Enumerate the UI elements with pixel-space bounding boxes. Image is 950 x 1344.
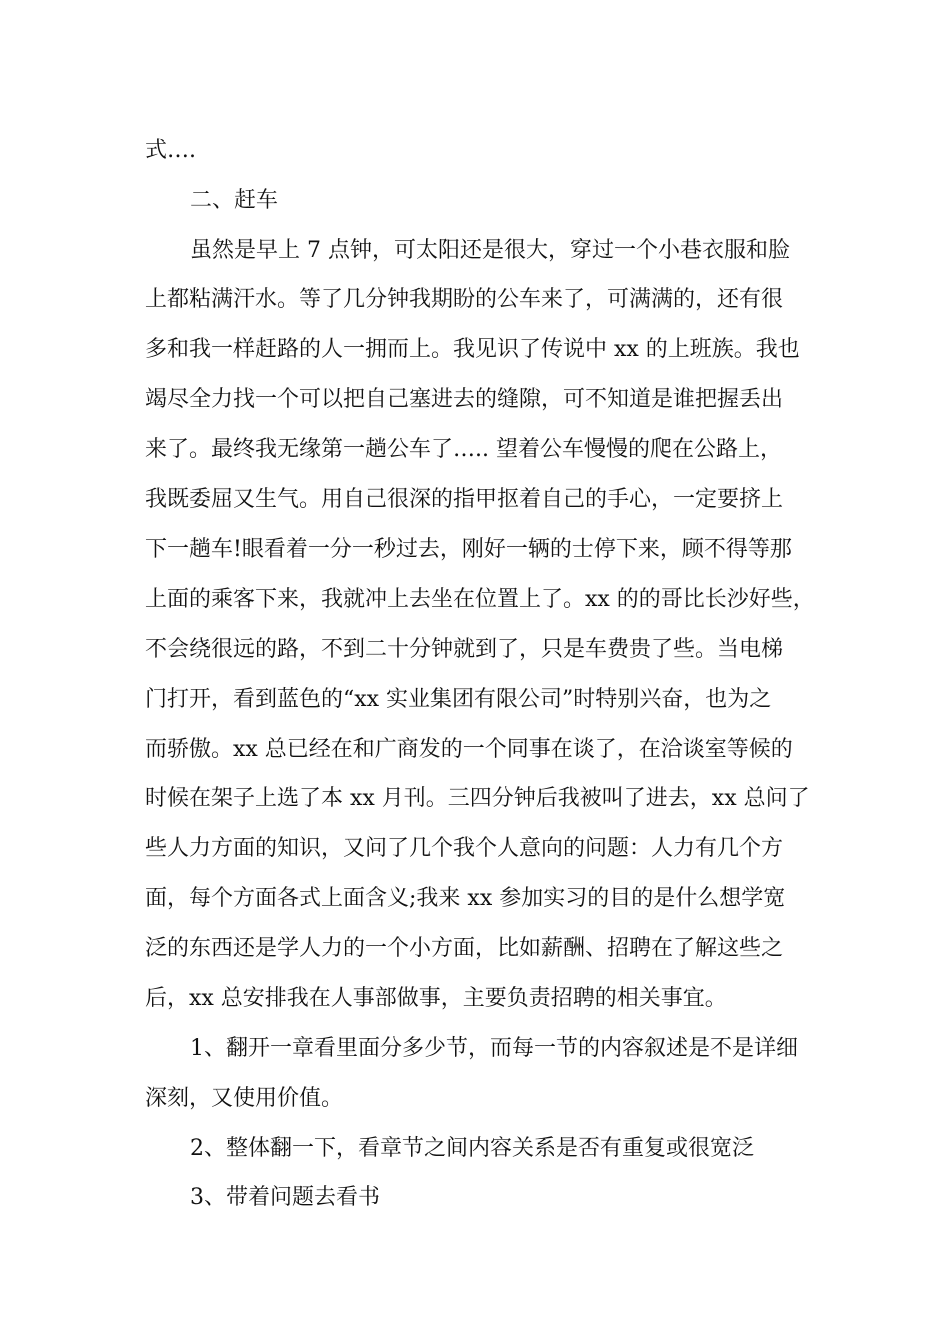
paragraph-line: 些人力方面的知识，又问了几个我个人意向的问题：人力有几个方 bbox=[145, 836, 784, 861]
paragraph-line: 泛的东西还是学人力的一个小方面，比如薪酬、招聘在了解这些之 bbox=[145, 936, 784, 961]
paragraph-line: 上面的乘客下来，我就冲上去坐在位置上了。xx 的的哥比长沙好些， bbox=[145, 587, 815, 612]
section-heading: 二、赶车 bbox=[190, 188, 279, 213]
paragraph-line: 时候在架子上选了本 xx 月刊。三四分钟后我被叫了进去，xx 总问了 bbox=[145, 786, 810, 811]
list-item: 1、翻开一章看里面分多少节，而每一节的内容叙述是不是详细 bbox=[190, 1036, 798, 1061]
paragraph-line: 上都粘满汗水。等了几分钟我期盼的公车来了，可满满的，还有很 bbox=[145, 287, 784, 312]
paragraph-line: 而骄傲。xx 总已经在和广商发的一个同事在谈了，在洽谈室等候的 bbox=[145, 737, 793, 762]
paragraph-line: 我既委屈又生气。用自己很深的指甲抠着自己的手心，一定要挤上 bbox=[145, 487, 784, 512]
paragraph-line: 门打开，看到蓝色的“xx 实业集团有限公司”时特别兴奋，也为之 bbox=[145, 687, 772, 712]
paragraph-line: 竭尽全力找一个可以把自己塞进去的缝隙，可不知道是谁把握丢出 bbox=[145, 387, 784, 412]
paragraph-line: 后，xx 总安排我在人事部做事，主要负责招聘的相关事宜。 bbox=[145, 986, 727, 1011]
paragraph-line: 下一趟车!眼看着一分一秒过去，刚好一辆的士停下来，顾不得等那 bbox=[145, 537, 792, 562]
paragraph-line: 不会绕很远的路，不到二十分钟就到了，只是车费贵了些。当电梯 bbox=[145, 637, 784, 662]
paragraph-line: 来了。最终我无缘第一趟公车了….. 望着公车慢慢的爬在公路上， bbox=[145, 437, 782, 462]
list-item: 3、带着问题去看书 bbox=[190, 1185, 380, 1210]
list-item: 2、整体翻一下，看章节之间内容关系是否有重复或很宽泛 bbox=[190, 1136, 754, 1161]
paragraph-line: 多和我一样赶路的人一拥而上。我见识了传说中 xx 的上班族。我也 bbox=[145, 337, 800, 362]
list-item-continuation: 深刻，又使用价值。 bbox=[145, 1086, 344, 1111]
text-line-continuation: 式…. bbox=[145, 138, 196, 163]
paragraph-line: 虽然是早上 7 点钟，可太阳还是很大，穿过一个小巷衣服和脸 bbox=[190, 238, 790, 263]
paragraph-line: 面，每个方面各式上面含义;我来 xx 参加实习的目的是什么想学宽 bbox=[145, 886, 786, 911]
